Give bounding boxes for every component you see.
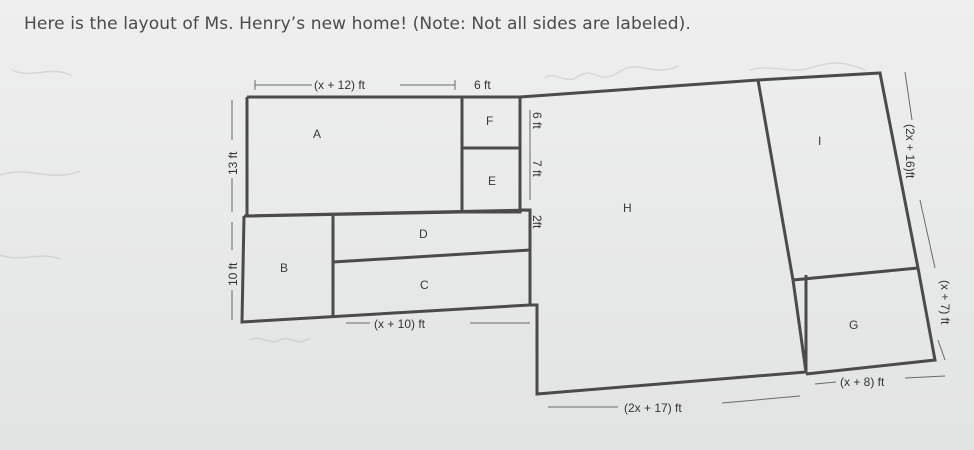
dim-right-f: 6 ft — [530, 112, 544, 129]
wall-i-g — [793, 268, 918, 280]
wall-d-c — [333, 250, 530, 262]
wall-h-i — [758, 80, 793, 280]
room-a-label: A — [313, 127, 322, 141]
room-h-left-walls — [520, 97, 806, 394]
room-h-label: H — [623, 201, 632, 215]
dim-bottom-g: (x + 8) ft — [840, 375, 885, 389]
wall-h-g — [793, 280, 806, 372]
dim-right-i: (2x + 16)ft — [903, 124, 917, 179]
dim-top-a: (x + 12) ft — [314, 78, 366, 92]
dim-left-b: 10 ft — [226, 262, 240, 286]
room-i-label: I — [818, 134, 822, 148]
dim-right-g: (x + 7) ft — [938, 280, 952, 325]
room-g-label: G — [849, 318, 859, 332]
page-title: Here is the layout of Ms. Henry’s new home! (Note: Not all sides are labeled). — [24, 14, 691, 34]
room-a-walls — [247, 97, 462, 216]
dim-top-f: 6 ft — [474, 78, 491, 92]
dim-bottom-h: (2x + 17) ft — [624, 401, 682, 415]
dimension-lines — [232, 72, 945, 407]
erased-marks — [0, 63, 865, 342]
dim-right-e: 7 ft — [530, 160, 544, 177]
dim-bottom-bc: (x + 10) ft — [374, 317, 426, 331]
wall-h-top — [520, 80, 758, 97]
room-c-label: C — [420, 278, 429, 292]
room-e-label: E — [488, 174, 497, 188]
room-f-label: F — [486, 114, 494, 128]
room-d-label: D — [419, 227, 428, 241]
room-b-label: B — [280, 261, 289, 275]
dim-left-a: 13 ft — [226, 151, 240, 175]
walls — [242, 73, 935, 394]
dim-right-d: 2ft — [530, 215, 544, 229]
